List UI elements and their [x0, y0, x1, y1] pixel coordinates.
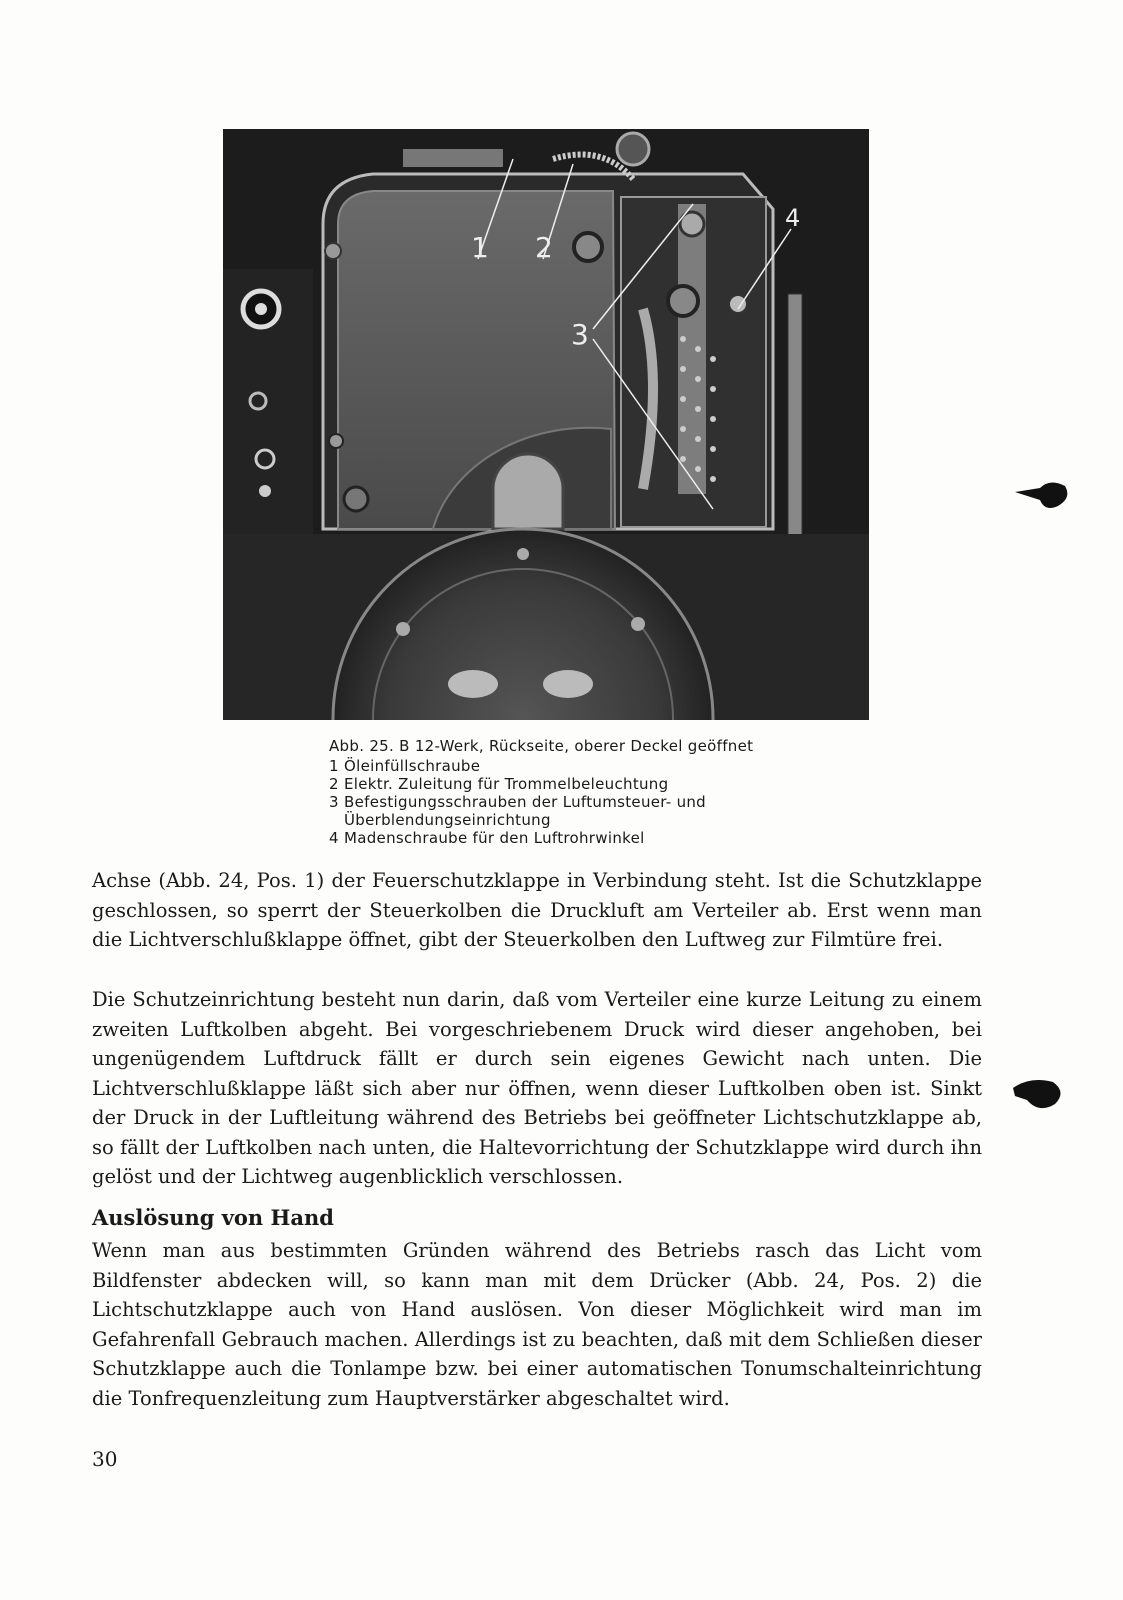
section-heading: Auslösung von Hand: [92, 1205, 334, 1230]
caption-item: [329, 757, 753, 775]
margin-smudge-icon: [1010, 470, 1080, 520]
figure-photo: [223, 129, 869, 720]
caption-item: [329, 793, 753, 811]
figure-caption: [329, 737, 753, 847]
callout-3: 3: [571, 318, 589, 351]
callout-1: 1: [471, 231, 489, 264]
callout-2: 2: [535, 231, 553, 264]
page-number: 30: [92, 1447, 118, 1471]
caption-title: Abb. 25. B 12-Werk, Rückseite, oberer Deckel geöffnet: [329, 737, 754, 755]
paragraph-3: Wenn man aus bestimmten Gründen während des Betriebs rasch das Licht vom Bildfenster abdecken will, so kann man mit dem Drücker (Abb. 24, Pos. 2) die Lichtschutzklappe auch von Hand auslösen. Von dieser Möglichkeit wird man im Gefahrenfall Gebrauch machen. Allerdings ist zu beachten, daß mit dem Schließen dieser Schutzklappe auch die Tonlampe bzw. bei einer automatischen Tonumschalteinrichtung die Tonfrequenzleitung zum Hauptverstärker abgeschaltet wird.: [92, 1239, 982, 1410]
caption-item-text: Elektr. Zuleitung für Trommelbeleuchtung: [344, 775, 669, 793]
mechanism-photo: [223, 129, 869, 720]
caption-item-number: [329, 811, 344, 829]
paragraph-1: Achse (Abb. 24, Pos. 1) der Feuerschutzklappe in Verbindung steht. Ist die Schutzklappe geschlossen, so sperrt der Steuerkolben die Druckluft am Verteiler ab. Erst wenn man die Lichtverschlußklappe öffnet, gibt der Steuerkolben den Luftweg zur Filmtüre frei.: [92, 869, 982, 951]
caption-item-number: 1: [329, 757, 339, 775]
margin-smudge-icon: [1005, 1070, 1075, 1120]
paragraph-2: Die Schutzeinrichtung besteht nun darin, daß vom Verteiler eine kurze Leitung zu einem zweiten Luftkolben abgeht. Bei vorgeschriebenem Druck wird dieser angehoben, bei ungenügendem Luftdruck fällt er durch sein eigenes Gewicht nach unten. Die Lichtverschlußklappe läßt sich aber nur öffnen, wenn dieser Luftkolben oben ist. Sinkt der Druck in der Luftleitung während des Betriebs bei geöffneter Lichtschutzklappe ab, so fällt der Luftkolben nach unten, die Haltevorrichtung der Schutzklappe wird durch ihn gelöst und der Lichtweg augenblicklich verschlossen.: [92, 988, 982, 1188]
caption-item: [329, 829, 753, 847]
caption-item-number: 3: [329, 793, 339, 811]
caption-item: [329, 775, 753, 793]
caption-item-text: Überblendungseinrichtung: [344, 811, 551, 829]
caption-item-text: Öleinfüllschraube: [344, 757, 481, 775]
caption-item-text: Madenschraube für den Luftrohrwinkel: [344, 829, 645, 847]
caption-item-number: 2: [329, 775, 339, 793]
caption-item-number: 4: [329, 829, 339, 847]
callout-4: 4: [785, 204, 801, 232]
caption-item: [329, 811, 753, 829]
caption-item-text: Befestigungsschrauben der Luftumsteuer- und: [344, 793, 707, 811]
